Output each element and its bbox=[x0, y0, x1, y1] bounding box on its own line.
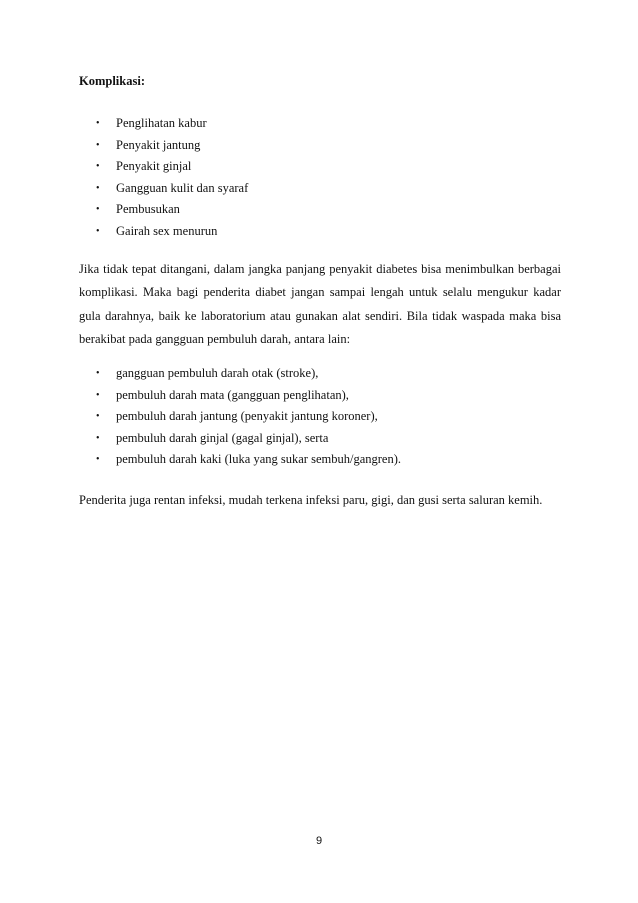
closing-paragraph: Penderita juga rentan infeksi, mudah terkena infeksi paru, gigi, dan gusi serta saluran kemih. bbox=[79, 493, 543, 507]
list-item-text: pembuluh darah mata (gangguan penglihatan), bbox=[116, 387, 349, 402]
list-item bbox=[96, 363, 401, 385]
list-item bbox=[96, 178, 248, 200]
bullet-icon: • bbox=[96, 368, 100, 379]
list-item bbox=[96, 449, 401, 471]
bullet-icon: • bbox=[96, 225, 100, 237]
list-item bbox=[96, 406, 401, 428]
list-item bbox=[96, 221, 248, 243]
bullet-icon: • bbox=[96, 204, 100, 215]
list-item bbox=[96, 385, 401, 407]
list-item bbox=[96, 113, 248, 135]
vascular-disorders-list bbox=[96, 363, 401, 471]
intro-paragraph: Jika tidak tepat ditangani, dalam jangka panjang penyakit diabetes bisa menimbulkan berbagai komplikasi. Maka bagi penderita diabet jangan sampai lengah untuk selalu mengukur kadar gula darahnya, baik ke laboratorium atau gunakan alat sendiri. Bila tidak waspada maka bisa berakibat pada gangguan pembuluh darah, antara lain: bbox=[79, 262, 561, 347]
section-heading: Komplikasi: bbox=[79, 74, 145, 88]
bullet-icon: • bbox=[96, 454, 100, 465]
bullet-icon: • bbox=[96, 432, 100, 444]
list-item-text: pembuluh darah jantung (penyakit jantung koroner), bbox=[116, 409, 378, 423]
list-item-text: Gangguan kulit dan syaraf bbox=[116, 180, 249, 195]
list-item bbox=[96, 428, 401, 450]
bullet-icon: • bbox=[96, 389, 100, 401]
page-number: 9 bbox=[315, 835, 323, 847]
list-item-text: Gairah sex menurun bbox=[116, 223, 218, 238]
list-item bbox=[96, 156, 248, 178]
complications-list bbox=[96, 113, 248, 242]
bullet-icon: • bbox=[96, 139, 100, 151]
list-item-text: Penyakit jantung bbox=[116, 137, 201, 152]
list-item bbox=[96, 135, 248, 157]
list-item-text: Penglihatan kabur bbox=[116, 116, 207, 130]
list-item-text: Pembusukan bbox=[116, 202, 180, 216]
list-item-text: Penyakit ginjal bbox=[116, 159, 192, 173]
bullet-icon: • bbox=[96, 182, 100, 194]
list-item-text: pembuluh darah kaki (luka yang sukar sembuh/gangren). bbox=[116, 452, 401, 466]
list-item-text: gangguan pembuluh darah otak (stroke), bbox=[116, 366, 319, 380]
bullet-icon: • bbox=[96, 161, 100, 172]
bullet-icon: • bbox=[96, 118, 100, 129]
list-item bbox=[96, 199, 248, 221]
list-item-text: pembuluh darah ginjal (gagal ginjal), serta bbox=[116, 430, 329, 445]
bullet-icon: • bbox=[96, 411, 100, 422]
